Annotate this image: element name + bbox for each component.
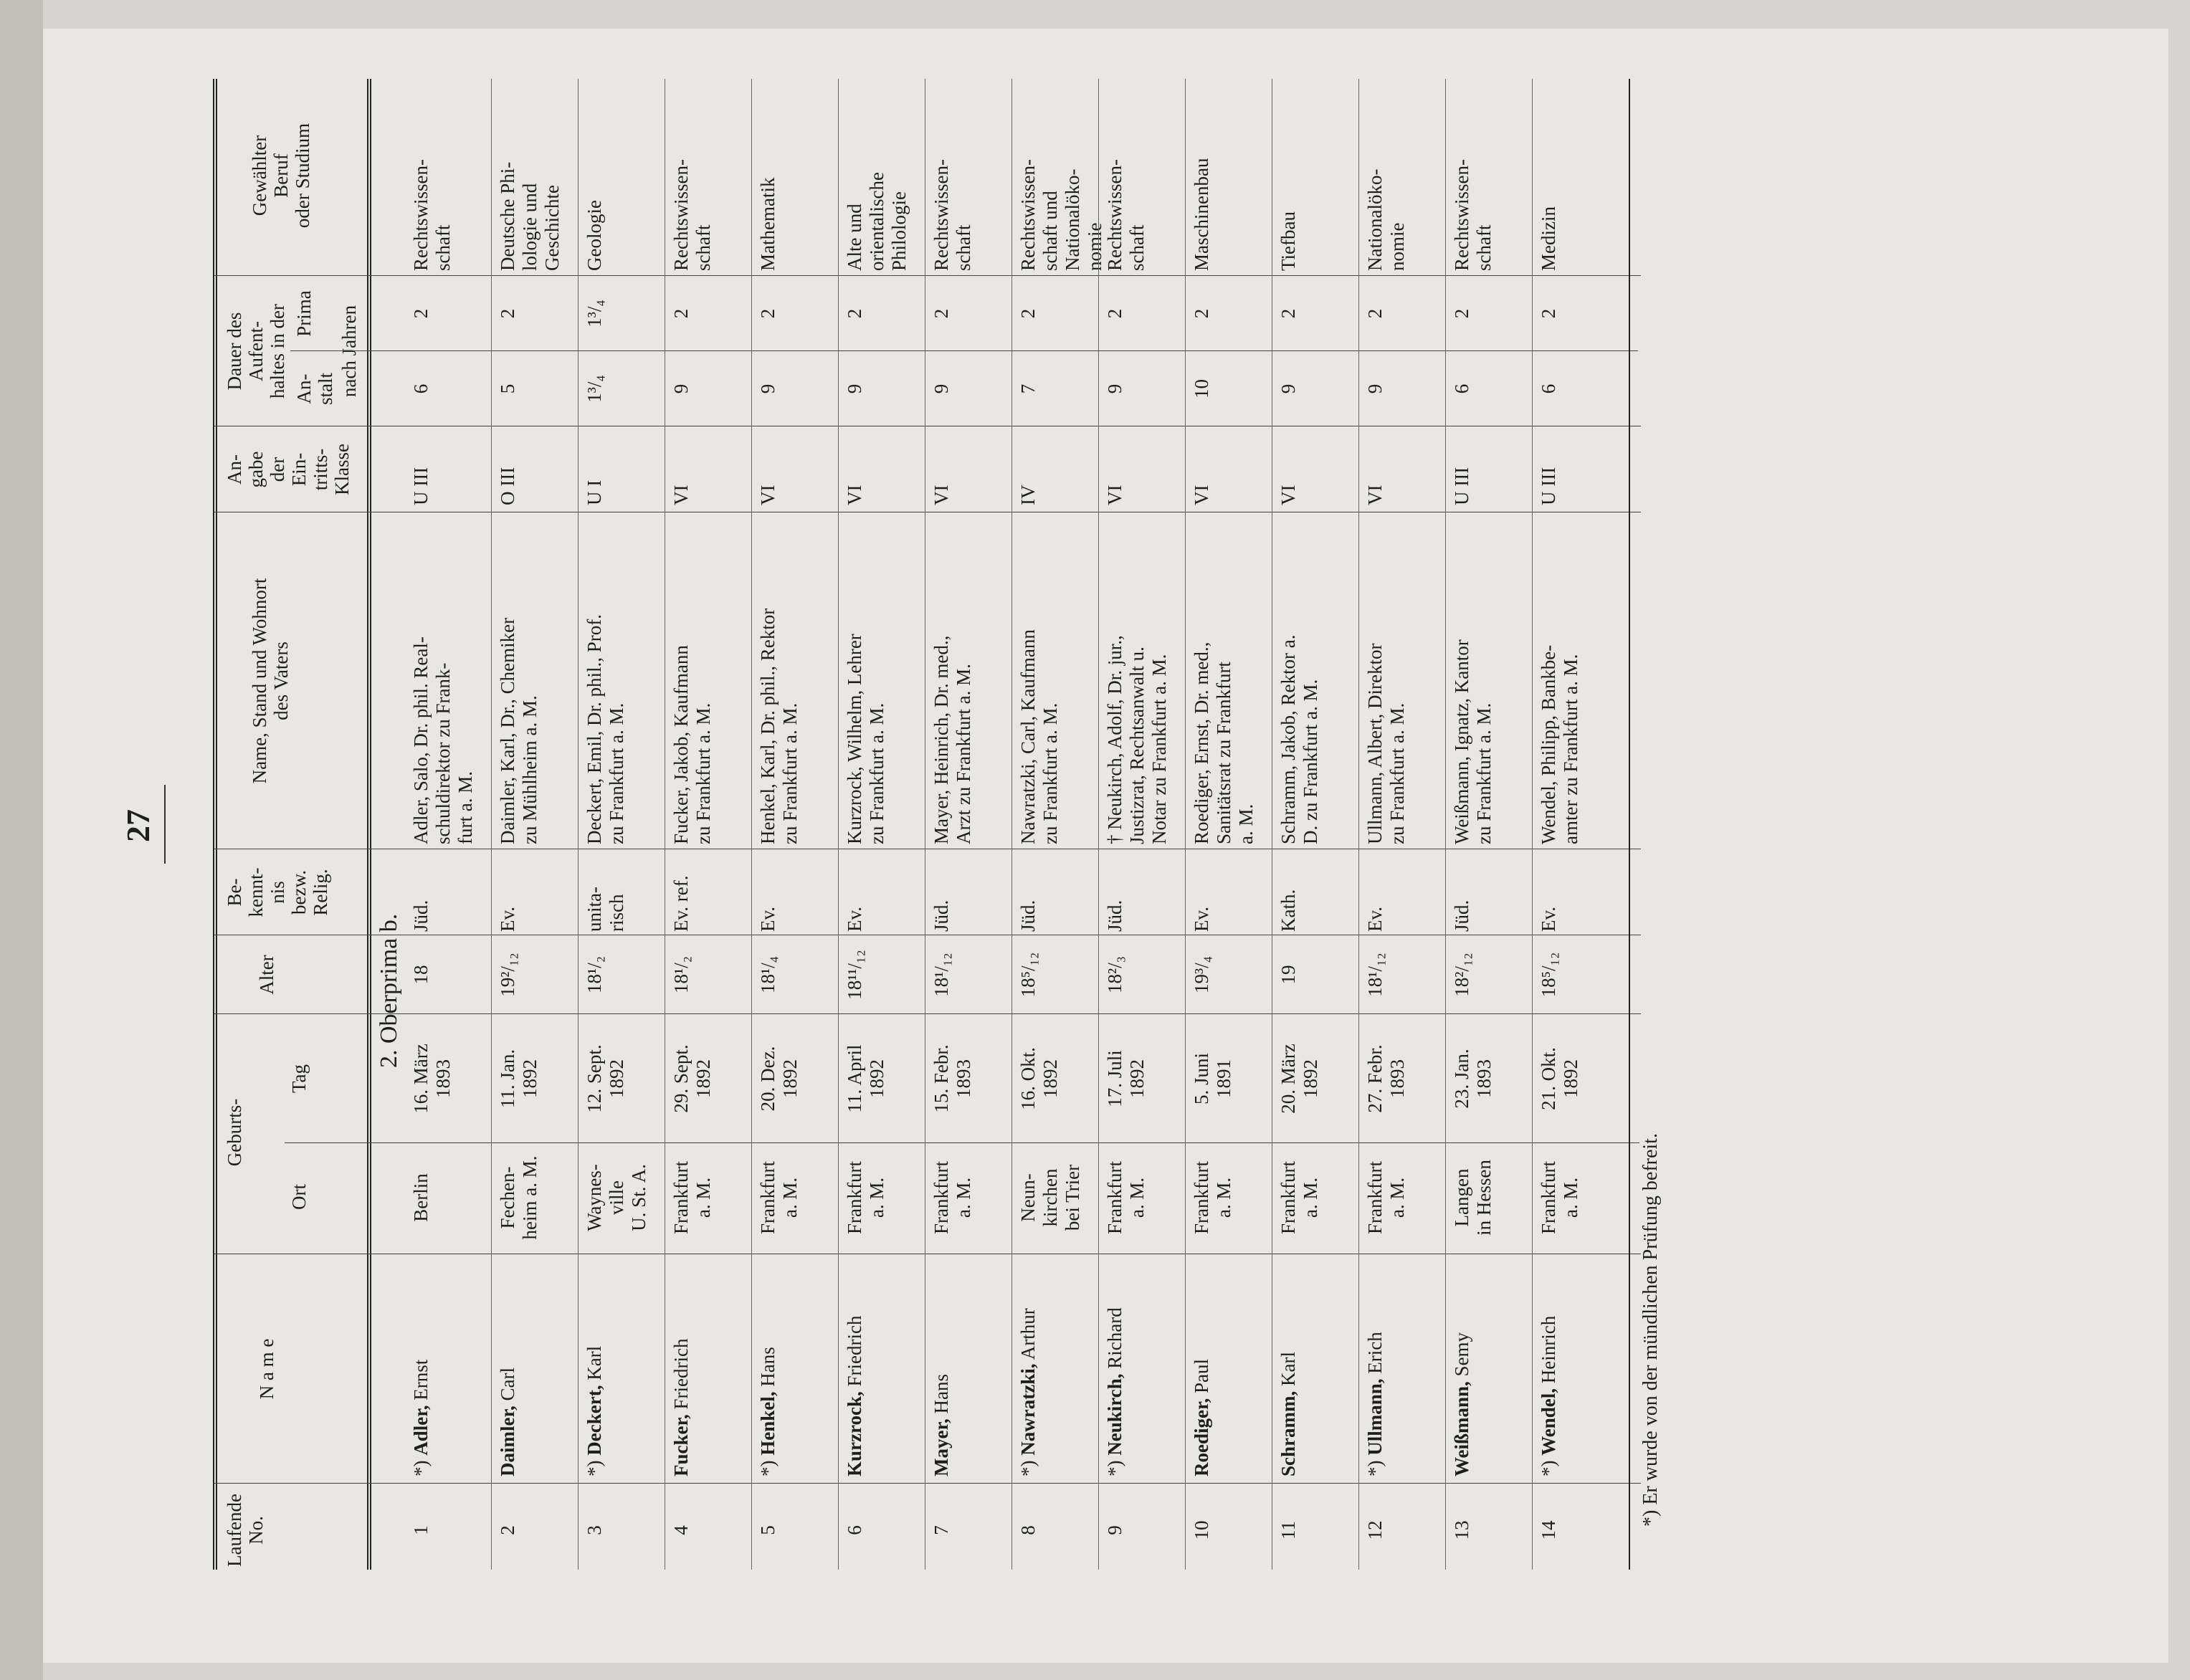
cell-anstalt: 7 [1017,383,1039,394]
cell-beruf: Nationalöko- nomie [1364,168,1408,271]
exemption-mark: *) [410,1455,432,1476]
cell-rel: Ev. [497,907,518,932]
cell-prima: 2 [1104,308,1125,319]
cell-vater: Schramm, Jakob, Rektor a. D. zu Frankfurt a. M. [1277,634,1321,844]
cell-anstalt: 9 [1277,383,1299,394]
header-vater: Name, Stand und Wohnort des Vaters [249,578,292,784]
cell-nr: 13 [1451,1520,1472,1540]
cell-vater: Wendel, Philipp, Bankbe- amter zu Frankfurt a. M. [1538,644,1581,844]
cell-klasse: U III [1538,467,1559,505]
cell-rel: Jüd. [1017,899,1039,932]
section-title: 2. Oberprima b. [376,913,402,1068]
surname: Wendel, [1538,1388,1559,1456]
cell-ort: Frankfurt a. M. [1364,1161,1408,1234]
cell-prima: 2 [670,308,692,319]
header-klasse: An- gabe der Ein- tritts- Klasse [224,444,353,495]
cell-klasse: VI [930,485,952,505]
header-nach-jahren: nach Jahren [338,305,360,398]
cell-prima: 2 [1277,308,1299,319]
cell-ort: Neun- kirchen bei Trier [1017,1164,1083,1231]
table-bottom-rule [1629,79,1630,1570]
cell-nr: 10 [1191,1520,1212,1540]
header-dauer: Dauer des Aufent- haltes in der [224,304,288,398]
cell-anstalt: 10 [1191,379,1212,398]
cell-nr: 7 [930,1525,952,1535]
cell-klasse: VI [670,485,692,505]
student-name [497,1258,519,1476]
student-name [1451,1258,1473,1476]
cell-beruf: Rechtswissen- schaft [410,159,454,271]
cell-nr: 9 [1104,1525,1125,1535]
cell-klasse: VI [1364,485,1386,505]
first-name: Erich [1364,1332,1386,1379]
header-tag: Tag [288,1064,310,1094]
cell-klasse: VI [844,485,865,505]
cell-nr: 14 [1538,1520,1559,1540]
cell-ort: Frankfurt a. M. [930,1161,974,1234]
row-rule [1098,79,1099,1570]
cell-beruf: Rechtswissen- schaft [1104,159,1148,271]
cell-anstalt: 6 [1451,383,1472,394]
cell-klasse: VI [1191,485,1212,505]
cell-anstalt: 6 [410,383,432,394]
cell-klasse: VI [1104,485,1125,505]
footnote: *) Er wurde von der mündlichen Prüfung befreit. [1639,1133,1662,1527]
row-rule [1445,79,1446,1570]
surname: Kurzrock, [844,1391,865,1476]
cell-vater: Henkel, Karl, Dr. phil., Rektor zu Frankfurt a. M. [757,608,801,844]
header-beruf: Gewählter Beruf oder Studium [249,123,313,229]
cell-vater: Ullmann, Albert, Direktor zu Frankfurt a. M. [1364,643,1408,844]
cell-alter: 18¹/₄ [757,956,779,994]
col-rule [290,350,1638,351]
student-name [844,1258,866,1476]
row-rule [1185,79,1186,1570]
row-rule [578,79,579,1570]
cell-anstalt: 9 [1104,383,1125,394]
cell-nr: 6 [844,1525,865,1535]
surname: Fucker, [670,1414,692,1476]
cell-anstalt: 1³/₄ [584,375,605,403]
cell-rel: Ev. [1538,907,1559,932]
cell-ort: Frankfurt a. M. [757,1161,801,1234]
cell-anstalt: 9 [670,383,692,394]
first-name: Karl [584,1345,605,1385]
cell-tag: 15. Febr. 1893 [930,1044,974,1113]
surname: Deckert, [584,1385,605,1456]
header-bekenntnis: Be- kennt- nis bezw. Relig. [224,867,331,917]
row-rule [1358,79,1359,1570]
header-bottom-rule [367,79,368,1570]
cell-vater: Kurzrock, Wilhelm, Lehrer zu Frankfurt a. M. [844,634,887,844]
student-name [930,1258,953,1476]
surname: Mayer, [930,1418,952,1476]
cell-tag: 11. April 1892 [844,1044,887,1113]
cell-rel: Jüd. [410,899,432,932]
cell-alter: 18¹¹/₁₂ [844,950,865,1000]
header-geburt: Geburts- [224,1098,245,1167]
header-nr: Laufende No. [224,1494,267,1567]
header-prima: Prima [293,290,315,337]
cell-alter: 18⁵/₁₂ [1017,952,1039,998]
cell-rel: Jüd. [1104,899,1125,932]
cell-vater: Deckert, Emil, Dr. phil., Prof. zu Frankfurt a. M. [584,614,627,844]
row-rule [491,79,492,1570]
cell-rel: Ev. [1364,907,1386,932]
cell-ort: Langen in Hessen [1451,1160,1495,1236]
cell-beruf: Rechtswissen- schaft [670,159,714,271]
cell-rel: Ev. [844,907,865,932]
cell-rel: unita- risch [584,887,627,932]
page-number-rule [164,785,166,864]
exemption-mark: *) [757,1455,779,1476]
cell-prima: 2 [410,308,432,319]
cell-rel: Kath. [1277,889,1299,932]
cell-beruf: Alte und orientalische Philologie [844,172,910,271]
cell-rel: Ev. ref. [670,875,692,932]
first-name: Hans [930,1374,952,1419]
cell-alter: 18 [410,965,432,985]
cell-nr: 12 [1364,1520,1386,1540]
first-name: Arthur [1017,1308,1039,1364]
cell-vater: Mayer, Heinrich, Dr. med., Arzt zu Frankfurt a. M. [930,635,974,844]
header-ort: Ort [288,1184,310,1210]
exemption-mark: *) [1104,1455,1125,1476]
col-rule [285,1142,1639,1143]
student-name [584,1258,606,1476]
cell-anstalt: 9 [757,383,779,394]
cell-ort: Frankfurt a. M. [844,1161,887,1234]
surname: Neukirch, [1104,1373,1125,1456]
surname: Daimler, [497,1405,518,1476]
cell-klasse: VI [757,485,779,505]
cell-nr: 1 [410,1525,432,1535]
header-bottom-rule-2 [370,79,371,1570]
header-alter: Alter [256,955,277,995]
surname: Adler, [410,1405,432,1456]
cell-beruf: Maschinenbau [1191,158,1212,271]
header-name: N a m e [256,1338,277,1400]
cell-klasse: O III [497,467,518,505]
exemption-mark: *) [584,1455,605,1476]
cell-anstalt: 9 [930,383,952,394]
first-name: Semy [1451,1332,1472,1382]
col-rule [214,275,1641,276]
cell-tag: 12. Sept. 1892 [584,1044,627,1113]
first-name: Richard [1104,1307,1125,1374]
cell-tag: 29. Sept. 1892 [670,1044,714,1113]
row-rule [1532,79,1533,1570]
first-name: Friedrich [844,1315,865,1392]
cell-prima: 1³/₄ [584,300,605,328]
cell-rel: Jüd. [930,899,952,932]
cell-prima: 2 [1538,308,1559,319]
cell-ort: Frankfurt a. M. [1191,1161,1234,1234]
cell-anstalt: 9 [1364,383,1386,394]
first-name: Heinrich [1538,1315,1559,1388]
cell-beruf: Deutsche Phi- lologie und Geschichte [497,161,563,271]
surname: Ullmann, [1364,1378,1386,1456]
cell-tag: 27. Febr. 1893 [1364,1044,1408,1113]
cell-vater: Nawratzki, Carl, Kaufmann zu Frankfurt a. M. [1017,629,1061,844]
cell-vater: † Neukirch, Adolf, Dr. jur., Justizrat, Rechtsanwalt u. Notar zu Frankfurt a. M. [1104,635,1170,844]
cell-tag: 16. Okt. 1892 [1017,1047,1061,1110]
cell-prima: 2 [844,308,865,319]
cell-tag: 16. März 1893 [410,1044,454,1114]
col-rule [214,1013,1641,1014]
student-name [757,1258,779,1476]
cell-tag: 23. Jan. 1893 [1451,1049,1495,1109]
cell-nr: 4 [670,1525,692,1535]
col-rule [214,1483,1641,1484]
cell-beruf: Tiefbau [1277,211,1299,271]
student-name [1017,1258,1039,1476]
scan-border [0,0,43,1680]
surname: Weißmann, [1451,1381,1472,1476]
header-top-rule [213,79,214,1570]
student-name [1538,1258,1560,1476]
first-name: Hans [757,1347,779,1392]
cell-nr: 8 [1017,1525,1039,1535]
first-name: Carl [497,1368,518,1406]
exemption-mark: *) [1017,1455,1039,1476]
cell-nr: 5 [757,1525,779,1535]
first-name: Ernst [410,1359,432,1405]
cell-beruf: Rechtswissen- schaft [930,159,974,271]
cell-alter: 19²/₁₂ [497,953,518,997]
cell-prima: 2 [1191,308,1212,319]
exemption-mark: *) [1364,1455,1386,1476]
cell-rel: Ev. [757,907,779,932]
cell-ort: Frankfurt a. M. [670,1161,714,1234]
student-name [410,1258,432,1476]
row-rule [751,79,752,1570]
cell-prima: 2 [1364,308,1386,319]
cell-klasse: U III [1451,467,1472,505]
cell-klasse: VI [1277,485,1299,505]
cell-beruf: Geologie [584,200,605,271]
cell-tag: 5. Juni 1891 [1191,1053,1234,1105]
cell-vater: Adler, Salo, Dr. phil. Real- schuldirektor zu Frank- furt a. M. [410,636,476,844]
cell-tag: 11. Jan. 1892 [497,1049,541,1109]
cell-alter: 19³/₄ [1191,956,1212,994]
cell-anstalt: 9 [844,383,865,394]
cell-klasse: U III [410,467,432,505]
cell-anstalt: 6 [1538,383,1559,394]
cell-ort: Frankfurt a. M. [1104,1161,1148,1234]
cell-rel: Jüd. [1451,899,1472,932]
cell-vater: Fucker, Jakob, Kaufmann zu Frankfurt a. M. [670,645,714,844]
cell-alter: 18¹/₂ [670,956,692,994]
student-name [1191,1258,1213,1476]
header-anstalt: An- stalt [293,373,336,405]
cell-vater: Weißmann, Ignatz, Kantor zu Frankfurt a. M. [1451,639,1495,844]
cell-tag: 17. Juli 1892 [1104,1050,1148,1107]
cell-prima: 2 [757,308,779,319]
exemption-mark: *) [1538,1455,1559,1476]
cell-beruf: Medizin [1538,206,1559,271]
first-name: Karl [1277,1352,1299,1391]
surname: Henkel, [757,1391,779,1456]
cell-ort: Waynes- ville U. St. A. [584,1164,649,1231]
cell-ort: Berlin [410,1173,432,1222]
cell-alter: 18¹/₁₂ [930,953,952,997]
cell-vater: Daimler, Karl, Dr., Chemiker zu Mühlheim a. M. [497,617,541,844]
student-name [1277,1258,1300,1476]
first-name: Paul [1191,1358,1212,1398]
cell-alter: 18²/₁₂ [1451,953,1472,997]
cell-rel: Ev. [1191,907,1212,932]
cell-ort: Fechen- heim a. M. [497,1155,541,1240]
cell-alter: 18¹/₁₂ [1364,953,1386,997]
surname: Nawratzki, [1017,1363,1039,1456]
cell-prima: 2 [497,308,518,319]
cell-alter: 18¹/₂ [584,956,605,994]
cell-nr: 3 [584,1525,605,1535]
cell-prima: 2 [930,308,952,319]
header-top-rule-2 [216,79,217,1570]
cell-ort: Frankfurt a. M. [1277,1161,1321,1234]
row-rule [838,79,839,1570]
cell-alter: 18²/₃ [1104,956,1125,994]
cell-nr: 2 [497,1525,518,1535]
cell-prima: 2 [1017,308,1039,319]
cell-ort: Frankfurt a. M. [1538,1161,1581,1234]
row-rule [1011,79,1012,1570]
cell-klasse: U I [584,479,605,505]
cell-nr: 11 [1277,1521,1299,1540]
cell-anstalt: 5 [497,383,518,394]
surname: Schramm, [1277,1390,1299,1476]
cell-alter: 19 [1277,965,1299,985]
cell-alter: 18⁵/₁₂ [1538,952,1559,998]
cell-tag: 21. Okt. 1892 [1538,1047,1581,1110]
cell-vater: Roediger, Ernst, Dr. med., Sanitätsrat zu Frankfurt a. M. [1191,641,1257,844]
cell-beruf: Rechtswissen- schaft und Nationalöko- nomie [1017,159,1105,271]
student-name [1104,1258,1126,1476]
cell-tag: 20. März 1892 [1277,1044,1321,1114]
first-name: Friedrich [670,1338,692,1415]
student-name [670,1258,692,1476]
cell-beruf: Rechtswissen- schaft [1451,159,1495,271]
cell-beruf: Mathematik [757,177,779,271]
cell-klasse: IV [1017,485,1039,505]
rotated-table-sheet [120,36,2062,1613]
student-name [1364,1258,1386,1476]
page-number: 27 [120,809,156,842]
cell-tag: 20. Dez. 1892 [757,1046,801,1112]
cell-prima: 2 [1451,308,1472,319]
surname: Roediger, [1191,1398,1212,1476]
